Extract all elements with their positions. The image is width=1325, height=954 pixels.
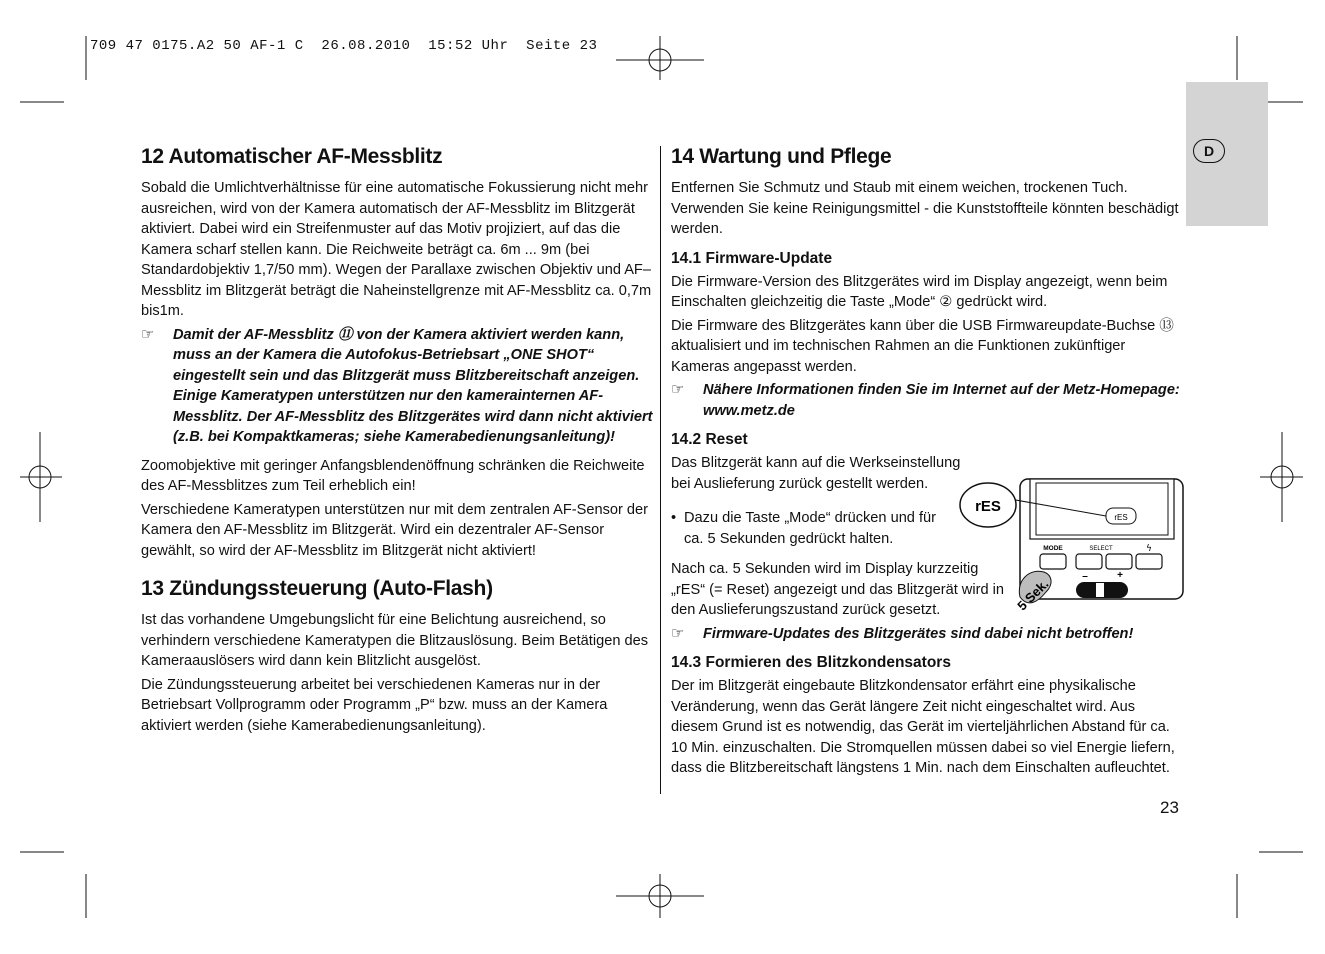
section-14-2-paragraph-2: Nach ca. 5 Sekunden wird im Display kurzzeitig „rES“ (= Reset) angezeigt und das Blitzgerät wird in den Auslieferungszustand zurück gesetzt.: [671, 561, 1004, 618]
section-12-paragraph-3: Verschiedene Kameratypen unterstützen nur mit dem zentralen AF-Sensor der Kamera den AF-Messblitz im Blitzgerät. Wird ein dezentraler AF-Sensor gewählt, so wird der AF-Messblitz im Blitzgerät nicht aktiviert!: [141, 501, 648, 559]
section-14-1-title: 14.1 Firmware-Update: [671, 249, 833, 267]
section-13-paragraph-1: Ist das vorhandene Umgebungslicht für eine Belichtung ausreichend, so verhindern verschiedene Kameratypen die Blitzauslösung. Beim Betätigen des Kameraauslösers wird dann kein Blitzlicht ausgelöst.: [141, 612, 649, 669]
section-14-2-bullet: [671, 508, 954, 549]
minus-label: –: [1082, 571, 1088, 582]
section-14-title: 14 Wartung und Pflege: [671, 145, 892, 168]
column-divider: [660, 146, 661, 794]
page-number: 23: [1160, 798, 1179, 817]
section-14-3-title: 14.3 Formieren des Blitzkondensators: [671, 654, 951, 671]
reset-illustration: [950, 472, 1186, 620]
section-14-1-paragraph-2: Die Firmware des Blitzgerätes kann über die USB Firmwareupdate-Buchse ⑬ aktualisiert und im technischen Rahmen an die Funktionen zukünftiger Kameras angepasst werden.: [671, 317, 1174, 375]
section-14-2-title: 14.2 Reset: [671, 431, 748, 448]
section-14-3-paragraph-1: Der im Blitzgerät eingebaute Blitzkondensator erfährt eine physikalische Veränderung, wenn das Gerät längere Zeit nicht eingeschaltet wird. Aus diesem Grund ist es notwendig, das Gerät im vierteljährlichen Abstand für ca. 10 Min. einzuschalten. Die Stromquellen müssen dabei so viel Energie liefern, dass die Blitzbereitschaft längstens 1 Min. nach dem Einschalten aufleuchtet.: [671, 678, 1175, 776]
mode-button-shape: [1040, 554, 1066, 569]
flash-button-shape: [1136, 554, 1162, 569]
registration-mark-bottom: [616, 874, 704, 918]
plus-label: +: [1117, 570, 1123, 581]
print-header: 709 47 0175.A2 50 AF-1 C 26.08.2010 15:52 Uhr Seite 23: [90, 38, 598, 54]
section-12-note: [141, 325, 653, 448]
section-14-2-paragraph-1: Das Blitzgerät kann auf die Werkseinstellung bei Auslieferung zurück gestellt werden.: [671, 455, 961, 492]
callout-res-label: rES: [975, 498, 1001, 515]
registration-mark-top: [616, 36, 704, 80]
registration-mark-left: [20, 466, 62, 488]
section-14-1-note-text: Nähere Informationen finden Sie im Internet auf der Metz-Homepage: www.metz.de: [703, 382, 1180, 419]
language-tab-label: D: [1193, 139, 1225, 163]
select-minus-button-shape: [1076, 554, 1102, 569]
pointing-hand-icon: ☞: [141, 325, 155, 343]
pointing-hand-icon: ☞: [671, 624, 685, 642]
mode-label: MODE: [1043, 545, 1063, 552]
right-column: [671, 143, 1185, 782]
section-14-2-bullet-text: Dazu die Taste „Mode“ drücken und für ca. 5 Sekunden gedrückt halten.: [684, 510, 937, 547]
section-13-paragraph-2: Die Zündungssteuerung arbeitet bei verschiedenen Kameras nur in der Betriebsart Vollprogramm oder Programm „P“ bzw. muss an der Kamera aktiviert werden (siehe Kamerabedienungsanleitung).: [141, 676, 608, 734]
five-seconds-label: 5 Sek.: [1014, 576, 1052, 614]
left-column: [141, 143, 653, 739]
bullet-dot: •: [671, 510, 677, 526]
section-12-paragraph-2: Zoomobjektive mit geringer Anfangsblendenöffnung schränken die Reichweite des AF-Messblitzes zum Teil erheblich ein!: [141, 457, 645, 494]
section-14-2-note-text: Firmware-Updates des Blitzgerätes sind dabei nicht betroffen!: [703, 625, 1134, 642]
section-13-title: 13 Zündungssteuerung (Auto-Flash): [141, 577, 493, 600]
section-12-title: 12 Automatischer AF-Messblitz: [141, 145, 443, 168]
select-label: SELECT: [1089, 546, 1113, 552]
section-14-1-paragraph-1: Die Firmware-Version des Blitzgerätes wird im Display angezeigt, wenn beim Einschalten gleichzeitig die Taste „Mode“ ② gedrückt wird.: [671, 273, 1168, 310]
select-plus-button-shape: [1106, 554, 1132, 569]
pointing-hand-icon: ☞: [671, 381, 685, 398]
section-14-paragraph-1: Entfernen Sie Schmutz und Staub mit einem weichen, trockenen Tuch. Verwenden Sie keine Reinigungsmittel - die Kunststoffteile könnten beschädigt werden.: [671, 180, 1179, 237]
section-14-1-note: [671, 380, 1185, 421]
flash-bolt-icon: ϟ: [1146, 544, 1152, 554]
section-12-note-text: Damit der AF-Messblitz ⑪ von der Kamera aktiviert werden kann, muss an der Kamera die Autofokus-Betriebsart „ONE SHOT“ eingestellt sein und das Blitzgerät muss Blitzbereitschaft anzeigen. Einige Kameratypen unterstützen nur den kamerainternen AF-Messblitz. Der AF-Messblitz des Blitzgerätes wird dann nicht aktiviert (z.B. bei Kompaktkameras; siehe Kamerabedienungsanleitung)!: [173, 326, 653, 445]
section-12-paragraph-1: Sobald die Umlichtverhältnisse für eine automatische Fokussierung nicht mehr ausreichen, wird von der Kamera automatisch der AF-Messblitz im Blitzgerät aktiviert. Dabei wird ein Streifenmuster auf das Motiv projiziert, auf das die Kamera scharf stellen kann. Die Reichweite beträgt ca. 6m ... 9m (bei Standardobjektiv 1,7/50 mm). Wegen der Parallaxe zwischen Objektiv und AF–Messblitz im Blitzgerät beträgt die Naheinstellgrenze mit AF-Messblitz ca. 0,7m bis1m.: [141, 180, 652, 319]
section-14-2-note: [671, 624, 1185, 645]
display-res-label: rES: [1114, 513, 1128, 522]
